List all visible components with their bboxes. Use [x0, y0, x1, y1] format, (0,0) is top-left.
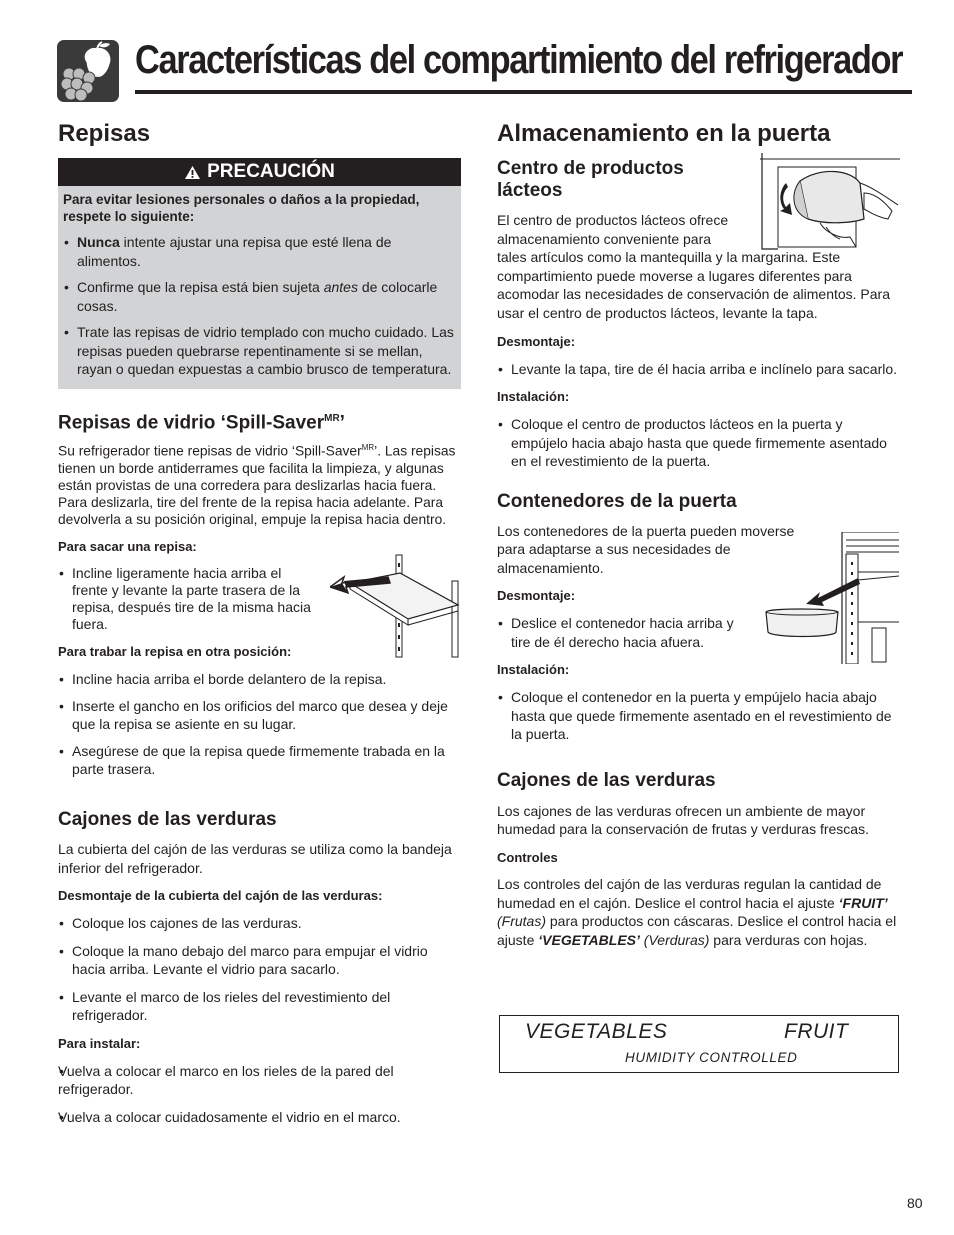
- caution-title: PRECAUCIÓN: [207, 160, 335, 182]
- caution-intro: Para evitar lesiones personales o daños a la propiedad, respete lo siguiente:: [63, 192, 420, 224]
- warning-icon: [184, 165, 201, 180]
- para-text: para productos con cáscaras. Deslice el control hacia el ajuste: [497, 913, 897, 948]
- para-text: Los controles del cajón de las verduras regulan la cantidad de humedad en el cajón. Deslice el control hacia el ajuste: [497, 876, 882, 911]
- list-item: [63, 233, 456, 270]
- page-title: Características del compartimiento del refrigerador: [135, 38, 903, 82]
- list-item: • Levante el marco de los rieles del revestimiento del refrigerador.: [58, 988, 461, 1025]
- para-text: (Frutas): [497, 913, 546, 930]
- dairy-center-illustration: [760, 153, 900, 251]
- caution-item-text: intente ajustar una repisa que esté llena de alimentos.: [77, 234, 392, 269]
- section-heading-door-storage: Almacenamiento en la puerta: [497, 120, 831, 147]
- list-item: • Vuelva a colocar cuidadosamente el vidrio en el marco.: [58, 1108, 461, 1127]
- list-item: • Coloque la mano debajo del marco para empujar el vidrio hacia arriba. Levante el vidrio para sacarlo.: [58, 942, 461, 979]
- lock-shelf-label: Para trabar la repisa en otra posición:: [58, 644, 292, 660]
- humidity-control-slider: [499, 1015, 899, 1073]
- controls-paragraph: [497, 875, 899, 949]
- dairy-remove-label: Desmontaje:: [497, 333, 576, 349]
- bins-remove-label: Desmontaje:: [497, 588, 576, 604]
- trademark-sup: MR: [324, 412, 340, 424]
- remove-shelf-label: Para sacar una repisa:: [58, 539, 197, 555]
- list-item: • Asegúrese de que la repisa quede firmemente trabada en la parte trasera.: [58, 742, 461, 779]
- vegetables-setting: ‘VEGETABLES’: [538, 931, 640, 948]
- title-rule: [135, 90, 912, 94]
- list-item: • Inserte el gancho en los orificios del marco que desea y deje que la repisa se asiente en su lugar.: [58, 697, 461, 734]
- lock-shelf-list: [58, 670, 461, 779]
- slider-label-vegetables: VEGETABLES: [525, 1020, 668, 1043]
- list-item: • Deslice el contenedor hacia arriba y tire de él derecho hacia afuera.: [497, 614, 755, 651]
- door-bins-heading: Contenedores de la puerta: [497, 490, 737, 512]
- caution-box: [58, 158, 461, 389]
- crisper-remove-label: Desmontaje de la cubierta del cajón de las verduras:: [58, 888, 383, 904]
- section-heading-shelves: Repisas: [58, 120, 151, 147]
- crisper-right-paragraph: Los cajones de las verduras ofrecen un ambiente de mayor humedad para la conservación de frutas y verduras frescas.: [497, 802, 869, 838]
- list-item: • Incline hacia arriba el borde delantero de la repisa.: [58, 670, 461, 689]
- bins-install-list: [497, 688, 899, 744]
- spill-saver-heading: [58, 408, 461, 434]
- para-text: (Verduras): [639, 931, 710, 948]
- spill-saver-paragraph: [58, 439, 461, 529]
- dairy-remove-list: [497, 360, 899, 379]
- door-bin-illustration: [762, 532, 899, 664]
- caution-item-text: Confirme que la repisa está bien sujeta: [77, 279, 324, 295]
- heading-text: Repisas de vidrio ‘Spill-Saver: [58, 411, 325, 433]
- dairy-install-label: Instalación:: [497, 389, 570, 405]
- caution-item-bold: Nunca: [77, 234, 120, 250]
- heading-text: ’: [339, 411, 345, 433]
- list-item: • Coloque el contenedor en la puerta y empújelo hacia abajo hasta que quede firmemente asentado en el revestimiento de la puerta.: [497, 688, 899, 744]
- fruit-setting: ‘FRUIT’: [838, 894, 888, 911]
- list-item: • Coloque el centro de productos lácteos en la puerta y empújelo hacia abajo hasta que quede firmemente asentado en el revestimiento de la puerta.: [497, 415, 899, 471]
- crisper-install-list: [58, 1062, 461, 1127]
- dairy-para-rest: tales artículos como la mantequilla y la margarina. Este compartimiento puede moverse a lugares diferentes para acomodar las necesidades de conservación de alimentos. Para usar el centro de productos lácteos, levante la tapa.: [497, 249, 891, 321]
- list-item: [63, 278, 456, 315]
- dairy-install-list: [497, 415, 899, 471]
- shelf-illustration: [330, 553, 460, 659]
- list-item: • Vuelva a colocar el marco en los rieles de la pared del refrigerador.: [58, 1062, 461, 1099]
- fruit-icon: [57, 40, 119, 102]
- caution-item-text: de colocarle cosas.: [77, 279, 438, 314]
- page-number: 80: [907, 1195, 923, 1211]
- slider-label-humidity: HUMIDITY CONTROLLED: [625, 1050, 798, 1065]
- caution-list: [63, 233, 456, 379]
- list-item: • Incline ligeramente hacia arriba el frente y levante la parte trasera de la repisa, después tire de la misma hacia fuera.: [58, 565, 316, 633]
- caution-item-em: antes: [323, 279, 358, 295]
- dairy-heading: Centro de productos lácteos: [497, 158, 684, 201]
- list-item: • Coloque los cajones de las verduras.: [58, 914, 461, 933]
- bins-remove-list: [497, 614, 755, 651]
- crisper-install-label: Para instalar:: [58, 1035, 141, 1051]
- list-item: • Trate las repisas de vidrio templado con mucho cuidado. Las repisas pueden quebrarse repentinamente si se mellan, rayan o quedan expuestas a cambio brusco de temperatura.: [63, 323, 456, 379]
- crisper-heading-left: Cajones de las verduras: [58, 808, 277, 830]
- crisper-paragraph: La cubierta del cajón de las verduras se utiliza como la bandeja inferior del refrigerador.: [58, 840, 452, 876]
- para-text: para verduras con hojas.: [709, 931, 868, 948]
- remove-shelf-list: [58, 565, 316, 633]
- crisper-remove-list: [58, 914, 461, 1025]
- para-text: Su refrigerador tiene repisas de vidrio ‘Spill-Saver: [58, 443, 362, 459]
- slider-label-fruit: FRUIT: [784, 1020, 849, 1043]
- trademark-sup: MR: [361, 442, 375, 452]
- dairy-para-first: El centro de productos lácteos ofrece almacenamiento conveniente para: [497, 212, 729, 247]
- bins-install-label: Instalación:: [497, 662, 570, 678]
- para-text: ’. Las repisas tienen un borde antiderrames que facilita la limpieza, y algunas están provistas de una corredera para deslizarlas hacia fuera. Para deslizarla, tire del frente de la repisa hacia adelante. Para devolverla a su posición original, empuje la repisa hacia dentro.: [58, 443, 456, 528]
- door-bins-paragraph: Los contenedores de la puerta pueden moverse para adaptarse a sus necesidades de almacenamiento.: [497, 522, 795, 576]
- crisper-heading-right: Cajones de las verduras: [497, 769, 716, 791]
- controls-label: Controles: [497, 850, 558, 866]
- list-item: • Levante la tapa, tire de él hacia arriba e inclínelo para sacarlo.: [497, 360, 899, 379]
- caution-header: [58, 158, 461, 186]
